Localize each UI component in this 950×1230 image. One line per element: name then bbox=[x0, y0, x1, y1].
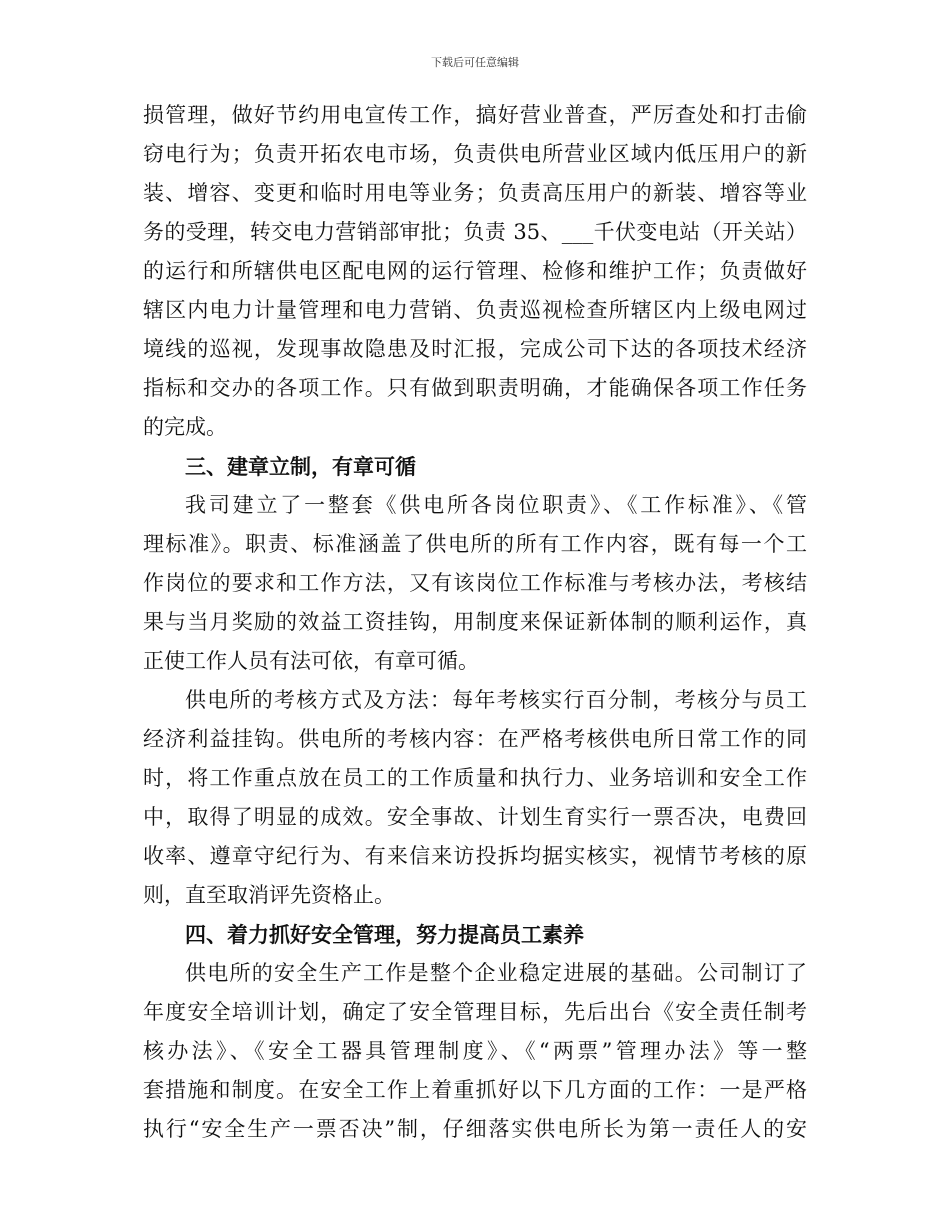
body-line: 供电所的考核方式及方法：每年考核实行百分制，考核分与员工 bbox=[185, 688, 807, 712]
body-line: 正使工作人员有法可依，有章可循。 bbox=[143, 649, 479, 673]
body-line: 作岗位的要求和工作方法，又有该岗位工作标准与考核办法，考核结 bbox=[143, 571, 807, 595]
body-line: 窃电行为；负责开拓农电市场，负责供电所营业区域内低压用户的新 bbox=[143, 142, 807, 166]
body-line: 套措施和制度。在安全工作上着重抓好以下几方面的工作：一是严格 bbox=[143, 1078, 807, 1102]
body-line: 执行“安全生产一票否决”制，仔细落实供电所长为第一责任人的安 bbox=[143, 1117, 807, 1141]
page-header: 下载后可任意编辑 bbox=[431, 56, 519, 69]
body-line: 则，直至取消评先资格止。 bbox=[143, 883, 395, 907]
section-heading: 三、建章立制，有章可循 bbox=[185, 454, 416, 479]
body-line: 经济利益挂钩。供电所的考核内容：在严格考核供电所日常工作的同 bbox=[143, 727, 807, 751]
body-line: 供电所的安全生产工作是整个企业稳定进展的基础。公司制订了 bbox=[185, 961, 807, 985]
section-heading: 四、着力抓好安全管理，努力提高员工素养 bbox=[185, 922, 584, 947]
document-body bbox=[143, 96, 807, 1149]
body-line: 时，将工作重点放在员工的工作质量和执行力、业务培训和安全工作 bbox=[143, 766, 807, 790]
body-line: 装、增容、变更和临时用电等业务；负责高压用户的新装、增容等业 bbox=[143, 181, 807, 205]
body-line: 我司建立了一整套《供电所各岗位职责》、《工作标准》、《管 bbox=[185, 493, 807, 517]
body-line: 的完成。 bbox=[143, 415, 227, 439]
body-line: 损管理，做好节约用电宣传工作，搞好营业普查，严厉查处和打击偷 bbox=[143, 103, 807, 127]
body-line: 的运行和所辖供电区配电网的运行管理、检修和维护工作；负责做好 bbox=[143, 259, 807, 283]
body-line: 核办法》、《安全工器具管理制度》、《“两票”管理办法》等一整 bbox=[143, 1039, 807, 1063]
body-line: 指标和交办的各项工作。只有做到职责明确，才能确保各项工作任务 bbox=[143, 376, 807, 400]
body-line: 年度安全培训计划，确定了安全管理目标，先后出台《安全责任制考 bbox=[143, 1000, 807, 1024]
body-line: 境线的巡视，发现事故隐患及时汇报，完成公司下达的各项技术经济 bbox=[143, 337, 807, 361]
body-line: 务的受理，转交电力营销部审批；负责 35、___千伏变电站（开关站） bbox=[143, 220, 807, 244]
body-line: 收率、遵章守纪行为、有来信来访投拆均据实核实，视情节考核的原 bbox=[143, 844, 807, 868]
body-line: 辖区内电力计量管理和电力营销、负责巡视检查所辖区内上级电网过 bbox=[143, 298, 807, 322]
body-line: 理标准》。职责、标准涵盖了供电所的所有工作内容，既有每一个工 bbox=[143, 532, 807, 556]
body-line: 中，取得了明显的成效。安全事故、计划生育实行一票否决，电费回 bbox=[143, 805, 807, 829]
body-line: 果与当月奖励的效益工资挂钩，用制度来保证新体制的顺利运作，真 bbox=[143, 610, 807, 634]
